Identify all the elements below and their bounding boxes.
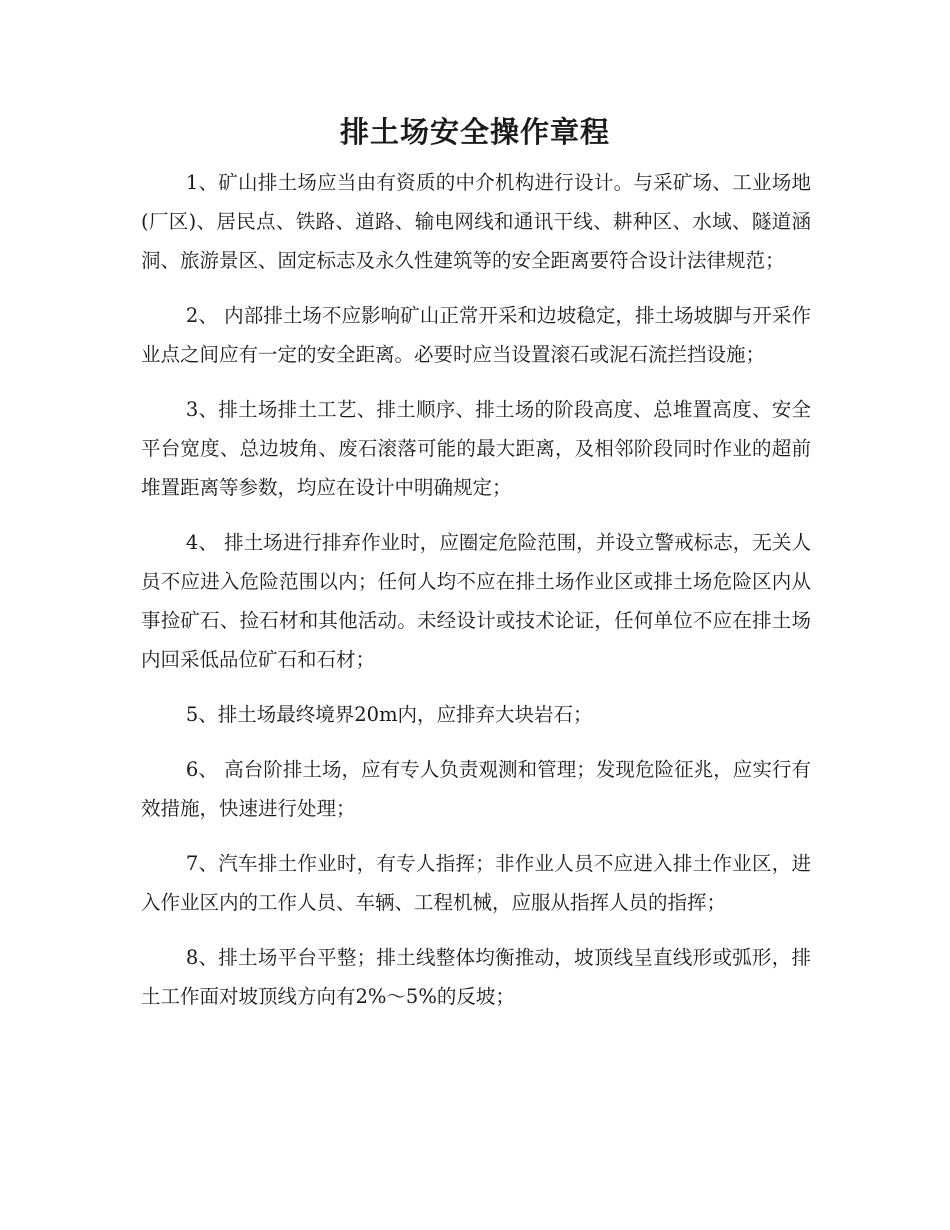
paragraph-2: 2、 内部排土场不应影响矿山正常开采和边坡稳定，排土场坡脚与开采作业点之间应有一定的安全距离。必要时应当设置滚石或泥石流拦挡设施； xyxy=(141,304,811,366)
paragraph-4: 4、 排土场进行排弃作业时，应圈定危险范围，并设立警戒标志，无关人员不应进入危险范围以内；任何人均不应在排土场作业区或排土场危险区内从事捡矿石、捡石材和其他活动。未经设计或技术论证，任何单位不应在排土场内回采低品位矿石和石材； xyxy=(141,531,811,671)
paragraph-1: 1、矿山排土场应当由有资质的中介机构进行设计。与采矿场、工业场地(厂区)、居民点、铁路、道路、输电网线和通讯干线、耕种区、水域、隧道涵洞、旅游景区、固定标志及永久性建筑等的安全距离要符合设计法律规范； xyxy=(141,171,811,272)
paragraph-5: 5、排土场最终境界20m内，应排弃大块岩石； xyxy=(185,703,593,726)
paragraph-3: 3、排土场排土工艺、排土顺序、排土场的阶段高度、总堆置高度、安全平台宽度、总边坡角、废石滚落可能的最大距离，及相邻阶段同时作业的超前堆置距离等参数，均应在设计中明确规定； xyxy=(141,398,811,499)
paragraph-7: 7、汽车排土作业时，有专人指挥；非作业人员不应进入排土作业区，进入作业区内的工作人员、车辆、工程机械，应服从指挥人员的指挥； xyxy=(141,852,811,914)
paragraph-8: 8、排土场平台平整；排土线整体均衡推动，坡顶线呈直线形或弧形，排土工作面对坡顶线方向有2%～5%的反坡； xyxy=(141,946,811,1008)
document-body xyxy=(141,163,811,1032)
document-title: 排土场安全操作章程 xyxy=(339,115,610,149)
paragraph-6: 6、 高台阶排土场，应有专人负责观测和管理；发现危险征兆，应实行有效措施，快速进行处理； xyxy=(141,758,811,820)
